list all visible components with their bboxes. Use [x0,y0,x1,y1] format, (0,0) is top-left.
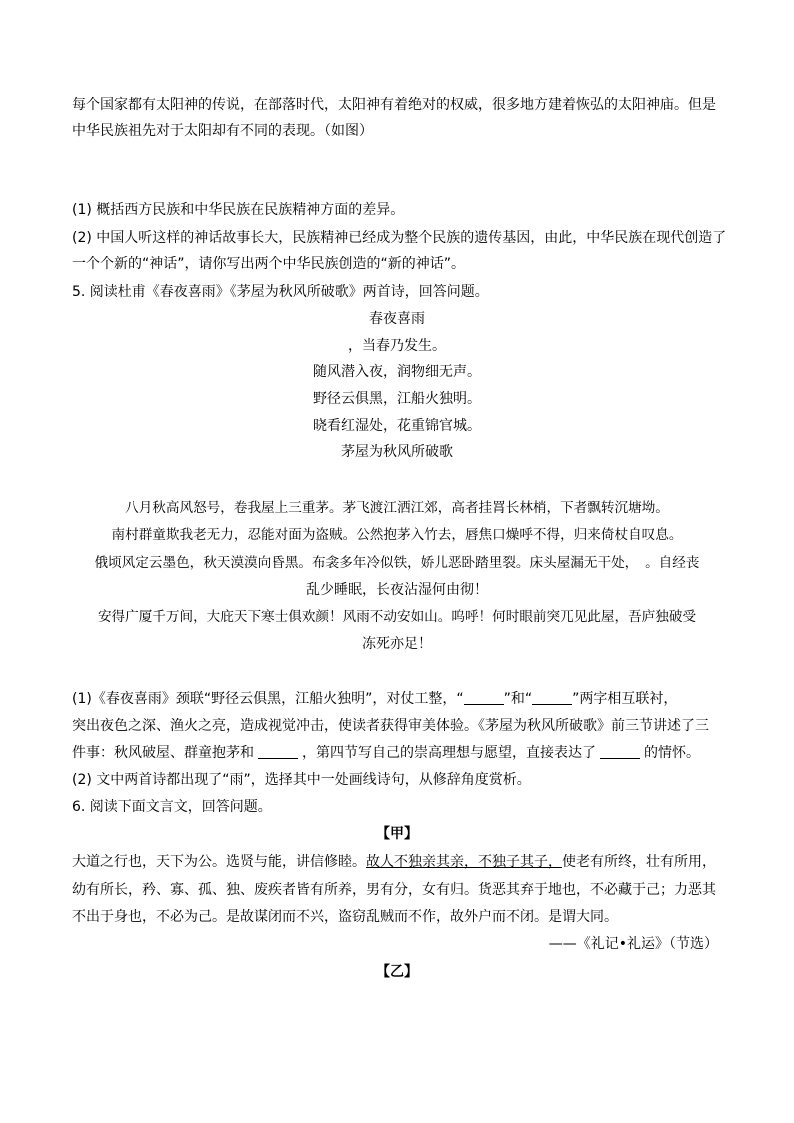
poem-2-line: 南村群童欺我老无力，忍能对面为盗贼。公然抱茅入竹去，唇焦口燥呼不得，归来倚杖自叹息。 [111,527,683,543]
poem-2-line: 乱少睡眠，长夜沾湿何由彻！ [306,582,488,598]
q5-sub1-line1: (1)《春夜喜雨》颈联“野径云俱黑，江船火独明”，对仗工整，“ ”和“ ”两字相互联衬， [72,691,678,707]
q4-sub2-line1: (2) 中国人听这样的神话故事长大，民族精神已经成为整个民族的遗传基因，由此，中华民族在现代创造了 [72,230,727,246]
poem-1-line: ，当春乃发生。 [348,338,446,354]
intro-line-2: 中华民族祖先对于太阳却有不同的表现。（如图） [72,123,373,139]
poem-1-line: 晓看红湿处，花重锦官城。 [313,418,481,434]
poem-1-title: 春夜喜雨 [369,311,425,327]
answer-blank-3[interactable] [258,744,298,759]
poem-2-title: 茅屋为秋风所破歌 [341,444,453,460]
q4-sub2-line2: 一个个新的“神话”，请你写出两个中华民族创造的“新的神话”。 [72,256,466,272]
q5-sub1-line2: 突出夜色之深、渔火之亮，造成视觉冲击，使读者获得审美体验。《茅屋为秋风所破歌》前三节讲述了三 [72,718,709,734]
passage-jia-line3: 不出于身也，不必为己。是故谋闭而不兴，盗窃乱贼而不作，故外户而不闭。是谓大同。 [72,909,618,925]
poem-1-line: 随风潜入夜，润物细无声。 [313,364,481,380]
answer-blank-1[interactable] [464,690,504,705]
intro-line-1: 每个国家都有太阳神的传说，在部落时代，太阳神有着绝对的权威，很多地方建着恢弘的太阳神庙。但是 [72,97,716,113]
poem-2-line: 冻死亦足！ [362,636,432,652]
poem-1-line: 野径云俱黑，江船火独明。 [313,391,481,407]
q5-sub1-line3: 件事：秋风破屋、群童抱茅和 ，第四节写自己的崇高理想与愿望，直接表达了 的情怀。 [72,745,700,761]
passage-jia-source: ——《礼记•礼运》（节选） [548,936,718,952]
passage-yi-label: 【乙】 [376,964,418,980]
poem-2-line: 安得广厦千万间，大庇天下寒士俱欢颜！风雨不动安如山。呜呼！何时眼前突兀见此屋，吾庐独破受 [97,609,697,625]
passage-jia-line1: 大道之行也，天下为公。选贤与能，讲信修睦。故人不独亲其亲，不独子其子，使老有所终，壮有所用， [72,854,716,870]
q5-stem: 5. 阅读杜甫《春夜喜雨》《茅屋为秋风所破歌》两首诗，回答问题。 [72,284,489,300]
answer-blank-2[interactable] [532,690,572,705]
poem-2-line: 俄顷风定云墨色，秋天漠漠向昏黑。布衾多年冷似铁，娇儿恶卧踏里裂。床头屋漏无干处， 。自经丧 [94,555,700,571]
q5-sub2: (2) 文中两首诗都出现了“雨”，选择其中一处画线诗句，从修辞角度赏析。 [72,772,531,788]
poem-2-line: 八月秋高风怒号，卷我屋上三重茅。茅飞渡江洒江郊，高者挂罥长林梢，下者飘转沉塘坳。 [125,500,669,516]
underlined-sentence: 故人不独亲其亲，不独子其子， [366,854,562,870]
q4-sub1: (1) 概括西方民族和中华民族在民族精神方面的差异。 [72,202,405,218]
q6-stem: 6. 阅读下面文言文，回答问题。 [72,799,272,815]
passage-jia-line2: 幼有所长，矜、寡、孤、独、废疾者皆有所养，男有分，女有归。货恶其弃于地也，不必藏于己；力恶其 [72,882,716,898]
answer-blank-4[interactable] [600,744,640,759]
passage-jia-label: 【甲】 [376,826,418,842]
